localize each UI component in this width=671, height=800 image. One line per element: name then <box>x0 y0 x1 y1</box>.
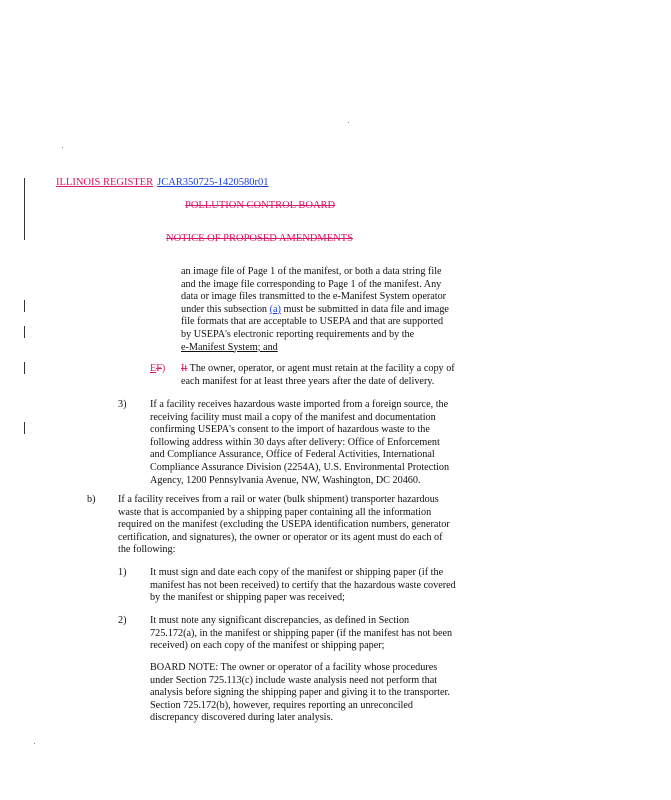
text-line: analysis before signing the shipping paper and giving it to the transporter. <box>150 687 450 699</box>
item-b1-text <box>150 567 456 605</box>
text-line: Section 725.172(b), however, requires reporting an unreconciled <box>150 699 413 711</box>
text-line: waste that is accompanied by a shipping paper containing all the information <box>118 506 432 518</box>
text-line: the following: <box>118 544 176 556</box>
item-b2-label: 2) <box>118 615 127 626</box>
change-bar <box>24 326 25 338</box>
text-line: following address within 30 days after delivery: Office of Enforcement <box>150 436 440 448</box>
text-line: receiving facility must mail a copy of the manifest and documentation <box>150 411 436 423</box>
change-bar <box>24 362 25 374</box>
board-title: POLLUTION CONTROL BOARD <box>185 200 336 211</box>
item-3-label: 3) <box>118 399 127 410</box>
text-line: by USEPA's electronic reporting requirements and by the <box>181 328 415 340</box>
text-line: Agency, 1200 Pennsylvania Avenue, NW, Washington, DC 20460. <box>150 474 421 486</box>
text-line: e-Manifest System; and <box>181 341 278 353</box>
text-line: 725.172(a), in the manifest or shipping paper (if the manifest has not been <box>150 627 453 639</box>
document-id: JCAR350725-1420580r01 <box>157 177 269 188</box>
text-line: certification, and signatures), the owner or operator or its agent must do each of <box>118 531 443 543</box>
notice-title: NOTICE OF PROPOSED AMENDMENTS <box>166 233 353 244</box>
text-line: If a facility receives from a rail or water (bulk shipment) transporter hazardous <box>118 494 439 505</box>
text-line: required on the manifest (excluding the USEPA identification numbers, generator <box>118 519 450 531</box>
text-line: data or image files transmitted to the e-Manifest System operator <box>181 291 447 303</box>
text-line: manifest has not been received) to certify that the hazardous waste covered <box>150 579 456 591</box>
item-b-label: b) <box>87 494 96 505</box>
text-line: file formats that are acceptable to USEPA and that are supported <box>181 316 444 328</box>
board-note <box>150 662 450 725</box>
item-b1-label: 1) <box>118 567 127 578</box>
manifest-paragraph <box>181 266 449 354</box>
text-line: and the image file corresponding to Page 1 of the manifest. Any <box>181 278 442 290</box>
item-e-label: EF) <box>150 363 166 374</box>
text-line: It must note any significant discrepancies, as defined in Section <box>150 615 410 626</box>
change-bar <box>24 178 25 240</box>
scan-speck <box>348 122 349 123</box>
text-line: received) on each copy of the manifest or shipping paper; <box>150 640 385 652</box>
running-header <box>56 177 269 190</box>
item-3-text <box>150 399 449 487</box>
text-line: It must sign and date each copy of the manifest or shipping paper (if the <box>150 567 444 578</box>
subsection-ref: (a) <box>269 303 281 315</box>
text-line: under Section 725.113(c) include waste analysis need not perform that <box>150 674 438 686</box>
text-line: each manifest for at least three years after the date of delivery. <box>181 375 435 387</box>
text-line: by the manifest or shipping paper was received; <box>150 592 345 604</box>
scan-speck <box>34 743 35 744</box>
text-line: Compliance Assurance Division (2254A), U.S. Environmental Protection <box>150 461 450 473</box>
text-line: and Compliance Assurance, Office of Federal Activities, International <box>150 449 435 461</box>
text-line: discrepancy discovered during later analysis. <box>150 712 334 724</box>
text-line: an image file of Page 1 of the manifest, or both a data string file <box>181 266 442 277</box>
item-b2-text <box>150 615 452 653</box>
text-line: If a facility receives hazardous waste imported from a foreign source, the <box>150 399 449 410</box>
change-bar <box>24 300 25 312</box>
text-line: under this subsection (a) must be submitted in data file and image <box>181 303 449 315</box>
text-line: BOARD NOTE: The owner or operator of a facility whose procedures <box>150 662 438 673</box>
change-bar <box>24 422 25 434</box>
register-title: ILLINOIS REGISTER <box>56 177 154 188</box>
text-line: confirming USEPA's consent to the import of hazardous waste to the <box>150 424 430 436</box>
text-line: It The owner, operator, or agent must retain at the facility a copy of <box>181 363 455 374</box>
item-e-text <box>181 363 455 388</box>
item-b-text <box>118 494 450 557</box>
scan-speck <box>62 147 63 148</box>
